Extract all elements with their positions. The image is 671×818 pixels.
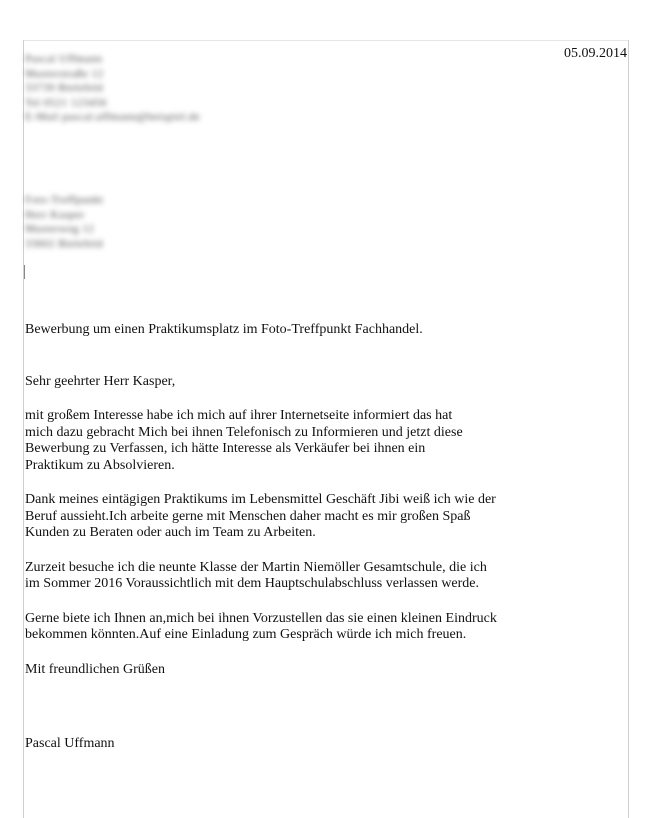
page-right-margin-line bbox=[628, 40, 629, 818]
letter-paragraph: Dank meines eintägigen Praktikums im Lebensmittel Geschäft Jibi weiß ich wie der Beruf aussieht.Ich arbeite gerne mit Menschen daher macht es mir großen Spaß Kunden zu Beraten oder auch im Team zu Arbeiten. bbox=[25, 492, 496, 540]
letter-subject: Bewerbung um einen Praktikumsplatz im Foto-Treffpunkt Fachhandel. bbox=[25, 322, 423, 337]
page-top-border bbox=[23, 40, 629, 41]
letter-paragraph: Gerne biete ich Ihnen an,mich bei ihnen Vorzustellen das sie einen kleinen Eindruck bekommen könnten.Auf eine Einladung zum Gespräch würde ich mich freuen. bbox=[25, 610, 497, 642]
sender-line: 33739 Bielefeld bbox=[25, 82, 104, 94]
sender-line: E-Mail pascal.uffmann@beispiel.de bbox=[25, 111, 201, 123]
letter-date: 05.09.2014 bbox=[564, 46, 627, 61]
letter-paragraph: mit großem Interesse habe ich mich auf ihrer Internetseite informiert das hat mich dazu gebracht Mich bei ihnen Telefonisch zu Informieren und jetzt diese Bewerbung zu Verfassen, ich hätte Interesse als Verkäufer bei ihnen ein Praktikum zu Absolvieren. bbox=[25, 408, 463, 473]
letter-body[interactable] bbox=[25, 322, 585, 753]
recipient-line: Herr Kasper bbox=[25, 208, 85, 221]
letter-paragraph: Zurzeit besuche ich die neunte Klasse der Martin Niemöller Gesamtschule, die ich im Sommer 2016 Voraussichtlich mit dem Hauptschulabschluss verlassen werde. bbox=[25, 559, 487, 591]
letter-salutation: Sehr geehrter Herr Kasper, bbox=[25, 373, 176, 389]
recipient-line: Foto-Treffpunkt bbox=[25, 194, 104, 206]
page-left-margin-line bbox=[23, 40, 24, 818]
sender-line: Tel 0521 123456 bbox=[25, 96, 107, 109]
recipient-line: 33602 Bielefeld bbox=[25, 237, 104, 250]
sender-line: Pascal Uffmann bbox=[25, 53, 103, 65]
letter-signature: Pascal Uffmann bbox=[25, 736, 115, 751]
letter-closing: Mit freundlichen Grüßen bbox=[25, 661, 165, 677]
text-cursor bbox=[24, 265, 25, 279]
recipient-address-blurred bbox=[25, 193, 103, 251]
sender-address-blurred bbox=[25, 52, 200, 125]
recipient-line: Musterweg 12 bbox=[25, 223, 95, 235]
sender-line: Musterstraße 12 bbox=[25, 67, 104, 80]
